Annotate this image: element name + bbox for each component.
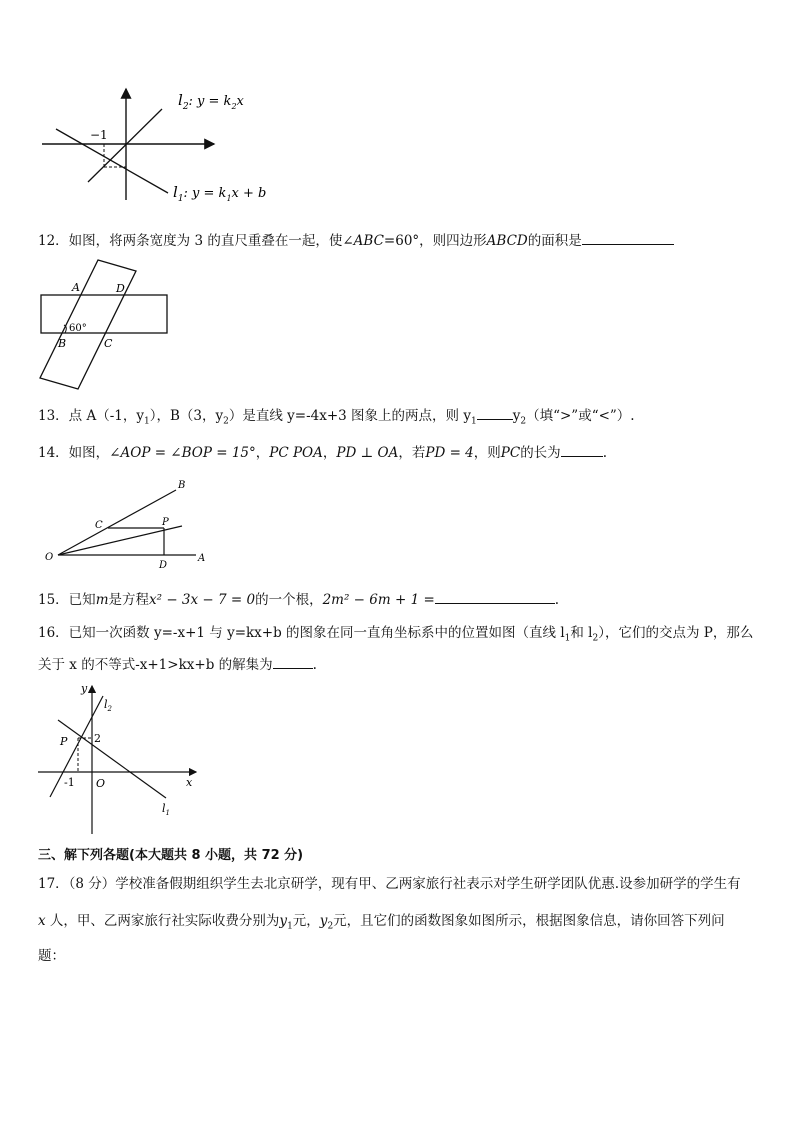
figure-q11-lines bbox=[38, 85, 268, 210]
tick-neg1: -1 bbox=[64, 776, 75, 789]
horizontal-ruler bbox=[41, 295, 167, 333]
question-17-line2: x 人，甲、乙两家旅行社实际收费分别为$y_1$元，$y_2$元，且它们的函数图象如图所示，根据图象信息，请你回答下列问 bbox=[38, 913, 725, 932]
point-D: D bbox=[159, 560, 168, 571]
point-C: C bbox=[95, 520, 103, 531]
vertex-A: A bbox=[72, 281, 80, 294]
section-3-heading: 三、解下列各题(本大题共 8 小题，共 72 分) bbox=[38, 848, 304, 863]
answer-blank-15[interactable] bbox=[435, 589, 555, 604]
vertex-D: D bbox=[116, 282, 125, 295]
axis-label-x: x bbox=[186, 776, 193, 789]
figure-q12-rulers bbox=[38, 255, 178, 395]
line-l1 bbox=[56, 129, 168, 193]
angle-60: 60° bbox=[69, 323, 87, 334]
point-O: O bbox=[45, 552, 54, 563]
label-l1: $l_1$: $y = k_1x + b$ bbox=[173, 183, 267, 204]
label-l2: $l_2$ bbox=[104, 698, 112, 713]
origin-O: O bbox=[96, 777, 106, 790]
point-A: A bbox=[198, 553, 206, 564]
question-15: 15．已知m是方程x² − 3x − 7 = 0的一个根，2m² − 6m + 1 = . bbox=[38, 589, 559, 609]
axis-label-y: y bbox=[81, 682, 88, 695]
ray-OP bbox=[58, 526, 182, 555]
label-l1: $l_1$ bbox=[162, 802, 170, 817]
answer-blank-13[interactable] bbox=[477, 405, 513, 420]
ray-OB bbox=[58, 490, 176, 555]
tilted-ruler bbox=[40, 260, 136, 389]
question-12: 12．如图，将两条宽度为 3 的直尺重叠在一起，使∠ABC=60°，则四边形ABCD的面积是 bbox=[38, 230, 674, 250]
vertex-C: C bbox=[104, 337, 113, 350]
question-14: 14．如图，∠AOP = ∠BOP = 15°，PC POA，PD ⊥ OA，若PD = 4，则PC的长为 . bbox=[38, 442, 607, 462]
answer-blank-16[interactable] bbox=[273, 654, 313, 669]
tick-2: 2 bbox=[94, 732, 101, 745]
question-17-line1: 17．（8 分）学校准备假期组织学生去北京研学，现有甲、乙两家旅行社表示对学生研学团队优惠.设参加研学的学生有 bbox=[38, 876, 741, 892]
label-l2: $l_2$: $y = k_2x$ bbox=[178, 91, 244, 112]
point-P: P bbox=[162, 517, 169, 528]
question-16-line1: 16．已知一次函数 y=-x+1 与 y=kx+b 的图象在同一直角坐标系中的位置如图（直线 $l_1$和 $l_2$），它们的交点为 P，那么 bbox=[38, 625, 754, 644]
question-13: 13．点 A（-1，$y_1$），B（3，$y_2$）是直线 y=-4x+3 图象上的两点，则 $y_1$ $y_2$（填“>”或“<”）. bbox=[38, 405, 635, 431]
point-B: B bbox=[178, 480, 186, 491]
figure-q14-angle bbox=[40, 478, 220, 573]
answer-blank-14[interactable] bbox=[561, 442, 603, 457]
point-P: P bbox=[60, 735, 68, 748]
question-16-line2: 关于 x 的不等式-x+1>kx+b 的解集为 . bbox=[38, 654, 317, 674]
tick-neg1: −1 bbox=[90, 128, 108, 142]
line-l2 bbox=[88, 109, 162, 182]
figure-q16-graph bbox=[36, 682, 206, 842]
vertex-B: B bbox=[58, 337, 67, 350]
answer-blank-12[interactable] bbox=[582, 230, 674, 245]
question-17-line3: 题： bbox=[38, 948, 65, 964]
